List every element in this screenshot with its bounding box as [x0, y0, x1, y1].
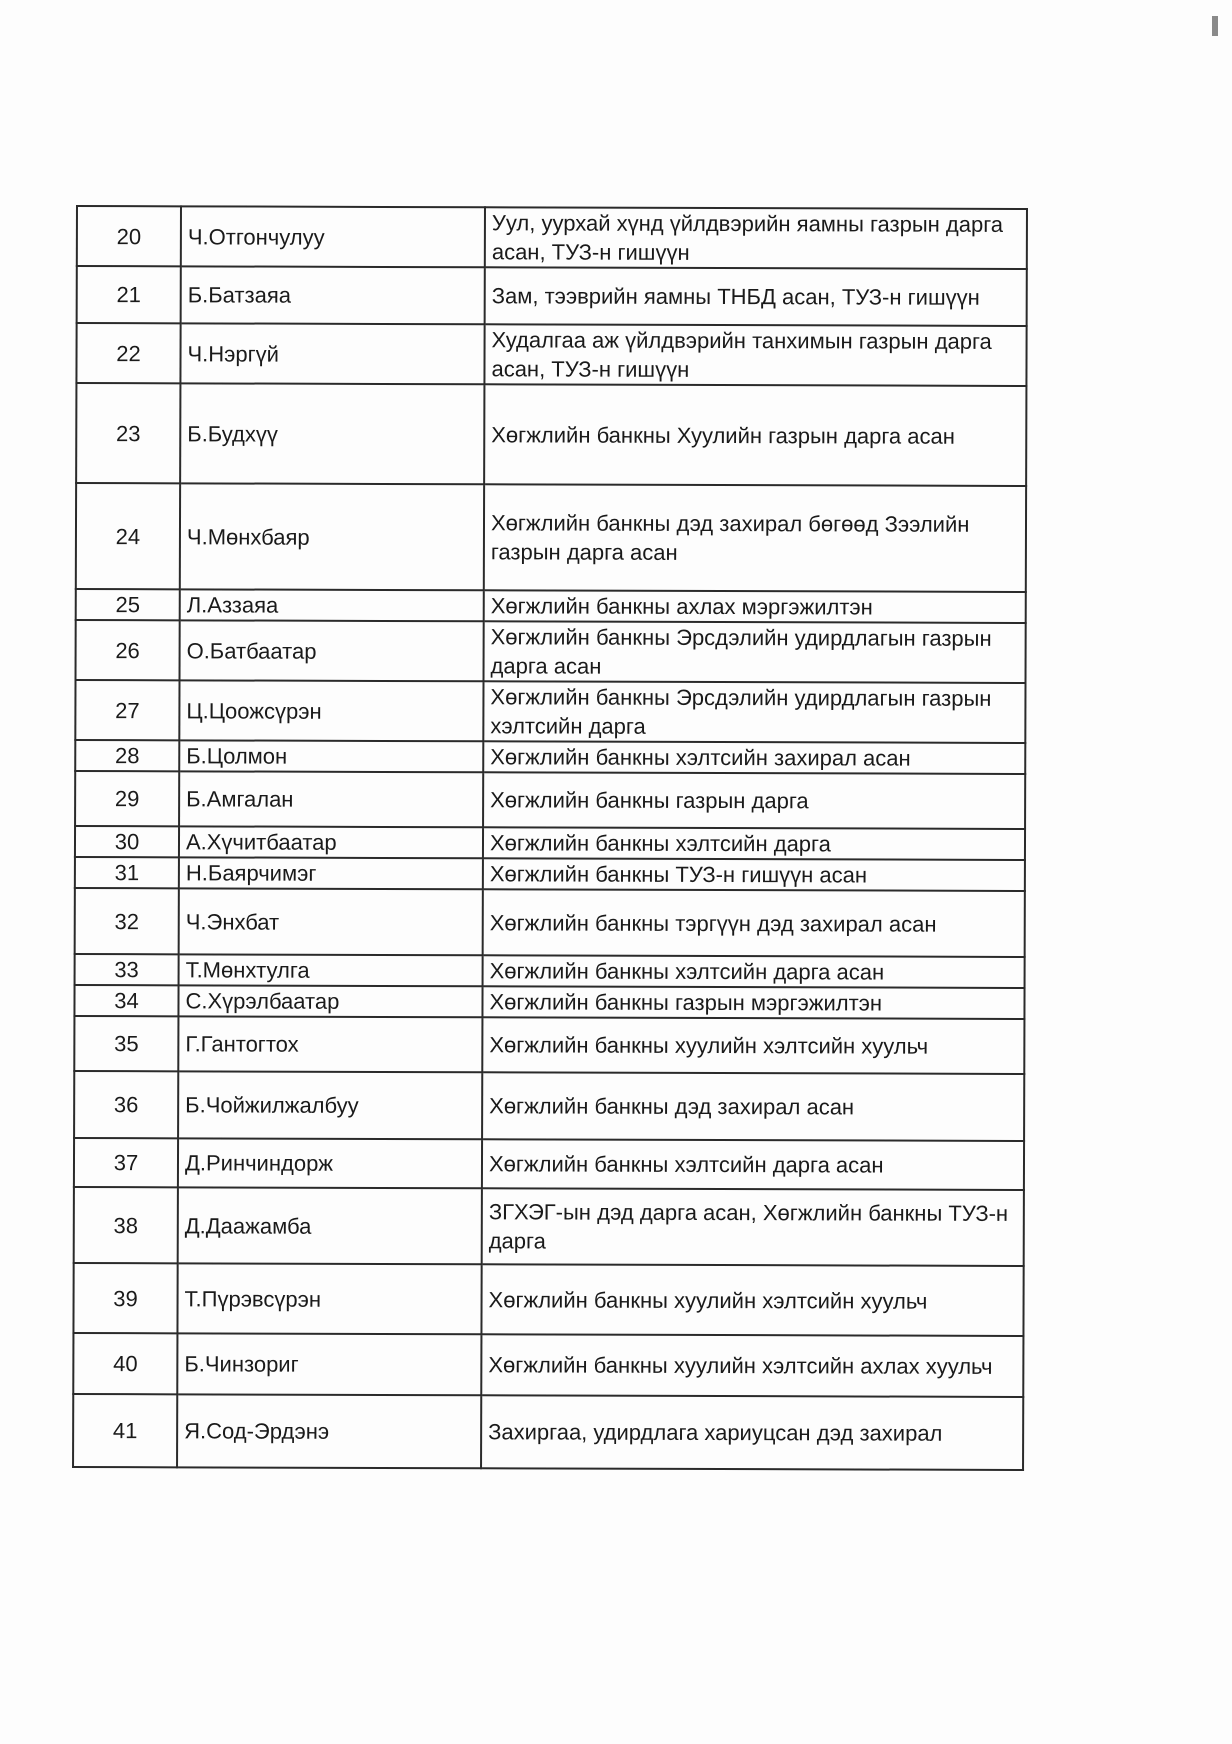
person-position: Уул, уурхай хүнд үйлдвэрийн яамны газрын дарга асан, ТУЗ-н гишүүн	[485, 207, 1027, 269]
table-row	[75, 954, 1025, 988]
row-number: 29	[75, 771, 179, 826]
person-name: Б.Будхүү	[180, 383, 484, 484]
person-position: Хөгжлийн банкны Эрсдэлийн удирдлагын газрын дарга асан	[484, 621, 1026, 683]
table-row	[76, 620, 1026, 683]
table-row	[74, 1187, 1024, 1266]
person-name: Г.Гантогтох	[178, 1016, 482, 1072]
table-row	[74, 1071, 1024, 1141]
person-position: Захиргаа, удирдлага хариуцсан дэд захирал	[481, 1395, 1023, 1470]
person-name: Ч.Отгончулуу	[181, 206, 485, 267]
person-name: Д.Ринчиндорж	[178, 1138, 482, 1188]
table-row	[76, 323, 1026, 386]
table-row	[77, 266, 1027, 326]
table-row	[74, 1138, 1024, 1190]
row-number: 21	[77, 266, 181, 323]
row-number: 20	[77, 206, 181, 266]
person-position: Хөгжлийн банкны Эрсдэлийн удирдлагын газрын хэлтсийн дарга	[483, 681, 1025, 743]
row-number: 33	[75, 954, 179, 985]
person-name: Л.Аззаяа	[180, 589, 484, 621]
person-name: Б.Цолмон	[179, 740, 483, 772]
row-number: 37	[74, 1138, 178, 1187]
table-row	[75, 680, 1025, 743]
row-number: 28	[75, 740, 179, 771]
personnel-table	[72, 205, 1028, 1471]
person-position: Хөгжлийн банкны ТУЗ-н гишүүн асан	[483, 858, 1025, 891]
person-position: Хөгжлийн банкны тэргүүн дэд захирал асан	[483, 889, 1025, 957]
table-row	[76, 589, 1026, 623]
person-position: Хөгжлийн банкны хуулийн хэлтсийн ахлах хуульч	[481, 1334, 1023, 1397]
person-name: Б.Чинзориг	[177, 1333, 481, 1395]
row-number: 27	[75, 680, 179, 740]
table-row	[74, 1016, 1024, 1074]
table-row	[75, 826, 1025, 860]
row-number: 23	[76, 383, 180, 483]
person-position: Хөгжлийн банкны хэлтсийн дарга асан	[483, 955, 1025, 988]
person-position: Хөгжлийн банкны дэд захирал бөгөөд Зээлийн газрын дарга асан	[484, 484, 1026, 592]
person-name: Ч.Энхбат	[179, 888, 483, 955]
table-row	[74, 985, 1024, 1019]
table-row	[76, 483, 1026, 592]
person-position: Хөгжлийн банкны хуулийн хэлтсийн хуульч	[481, 1264, 1023, 1336]
person-name: Ц.Цоожсүрэн	[179, 680, 483, 741]
row-number: 31	[75, 857, 179, 888]
row-number: 35	[74, 1016, 178, 1071]
table-row	[75, 857, 1025, 891]
person-name: Ч.Мөнхбаяр	[180, 483, 484, 590]
person-name: О.Батбаатар	[180, 620, 484, 681]
row-number: 26	[76, 620, 180, 680]
person-position: Хөгжлийн банкны дэд захирал асан	[482, 1072, 1024, 1141]
row-number: 39	[73, 1263, 177, 1333]
person-position: Хөгжлийн банкны хэлтсийн захирал асан	[483, 741, 1025, 774]
table-row	[77, 206, 1027, 269]
table-row	[76, 383, 1026, 486]
table-row	[75, 771, 1025, 829]
row-number: 24	[76, 483, 180, 589]
row-number: 41	[73, 1394, 177, 1467]
row-number: 30	[75, 826, 179, 857]
person-name: С.Хүрэлбаатар	[178, 985, 482, 1017]
person-name: Д.Даажамба	[178, 1187, 482, 1264]
person-name: Б.Батзаяа	[181, 266, 485, 324]
person-name: Н.Баярчимэг	[179, 857, 483, 889]
person-position: Хөгжлийн банкны газрын мэргэжилтэн	[482, 986, 1024, 1019]
person-position: ЗГХЭГ-ын дэд дарга асан, Хөгжлийн банкны ТУЗ-н дарга	[482, 1188, 1024, 1266]
person-name: А.Хүчитбаатар	[179, 826, 483, 858]
row-number: 34	[74, 985, 178, 1016]
table-row	[75, 740, 1025, 774]
row-number: 32	[75, 888, 179, 954]
row-number: 25	[76, 589, 180, 620]
row-number: 36	[74, 1071, 178, 1138]
person-position: Зам, тээврийн яамны ТНБД асан, ТУЗ-н гишүүн	[485, 267, 1027, 326]
table-row	[75, 888, 1025, 957]
person-position: Хөгжлийн банкны хэлтсийн дарга асан	[482, 1139, 1024, 1190]
row-number: 38	[74, 1187, 178, 1263]
person-name: Я.Сод-Эрдэнэ	[177, 1394, 481, 1468]
scan-edge-mark	[1212, 16, 1218, 36]
table-row	[73, 1394, 1023, 1470]
person-name: Ч.Нэргүй	[180, 323, 484, 384]
row-number: 40	[73, 1333, 177, 1394]
person-position: Хөгжлийн банкны ахлах мэргэжилтэн	[484, 590, 1026, 623]
person-name: Т.Мөнхтулга	[179, 954, 483, 986]
person-name: Б.Чойжилжалбуу	[178, 1071, 482, 1139]
person-position: Хөгжлийн банкны газрын дарга	[483, 772, 1025, 829]
person-name: Т.Пүрэвсүрэн	[177, 1263, 481, 1334]
person-position: Хөгжлийн банкны Хуулийн газрын дарга асан	[484, 384, 1026, 486]
person-position: Хөгжлийн банкны хэлтсийн дарга	[483, 827, 1025, 860]
person-position: Хөгжлийн банкны хуулийн хэлтсийн хуульч	[482, 1017, 1024, 1074]
row-number: 22	[76, 323, 180, 383]
table-row	[73, 1263, 1023, 1336]
table-row	[73, 1333, 1023, 1397]
person-position: Худалгаа аж үйлдвэрийн танхимын газрын дарга асан, ТУЗ-н гишүүн	[484, 324, 1026, 386]
person-name: Б.Амгалан	[179, 771, 483, 827]
